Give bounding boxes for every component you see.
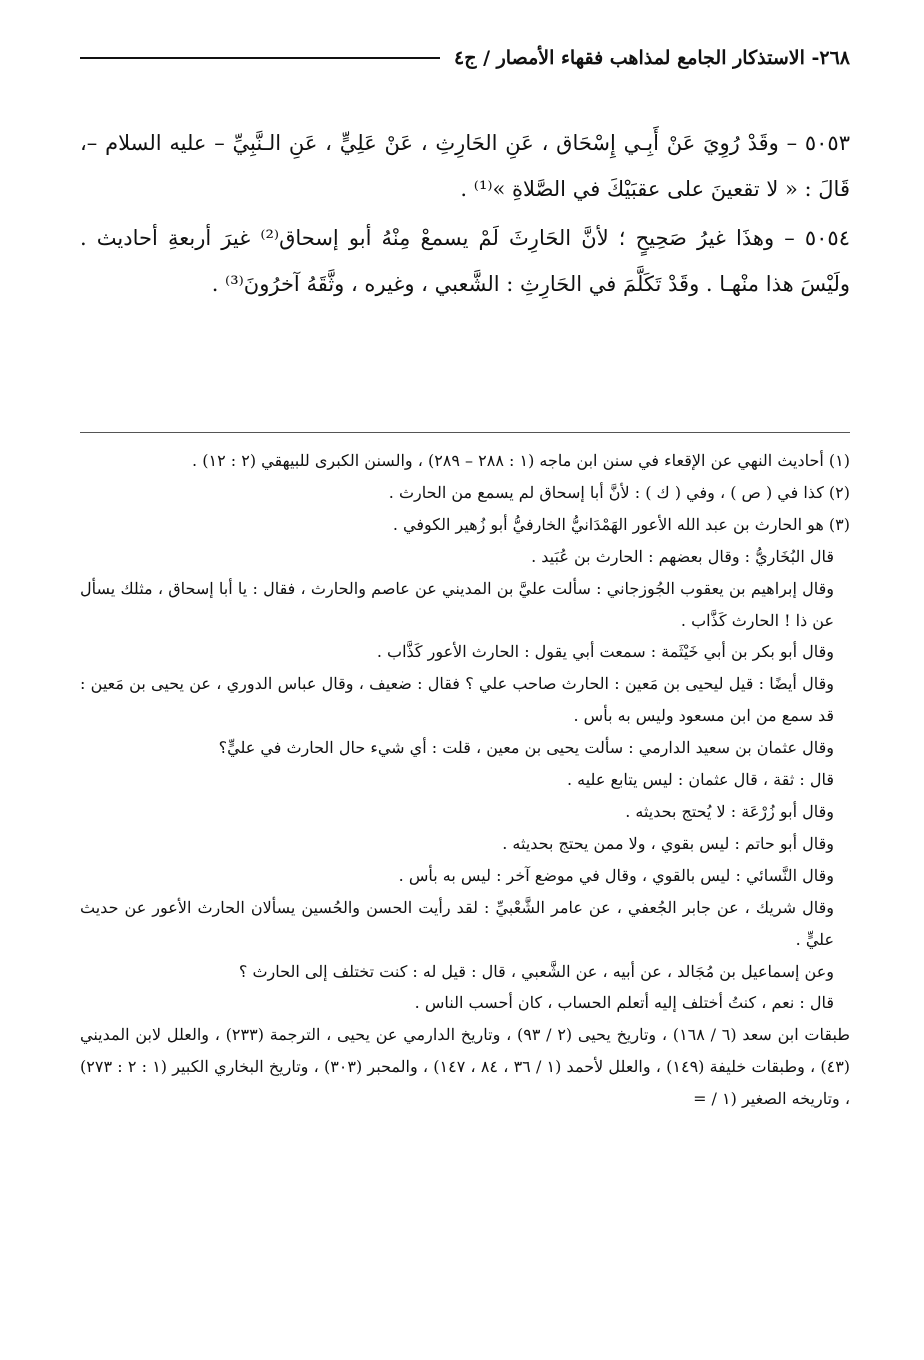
footnote-line: قال : ثقة ، قال عثمان : ليس يتابع عليه . [566,770,834,790]
footnote-line: وقال أبو حاتم : ليس بقوي ، ولا ممن يحتج بحديثه . [502,833,834,853]
footnote-line: (٢) كذا في ( ص ) ، وفي ( ك ) : لأنَّ أبا إسحاق لم يسمع من الحارث . [388,482,850,502]
footnote-line: (٣) هو الحارث بن عبد الله الأعور الهَمْدَانيُّ الخارفيُّ أبو زُهير الكوفي . [392,514,850,534]
main-text [80,120,850,310]
footnote-line: وقال عثمان بن سعيد الدارمي : سألت يحيى بن معين ، قلت : أي شيء حال الحارث في عليٍّ؟ [218,738,834,758]
footnote-line: وقال شريك ، عن جابر الجُعفي ، عن عامر الشَّعْبيِّ : لقد رأيت الحسن والحُسين يسألان الحارث الأعور عن حديث عليٍّ . [80,897,835,949]
header-rule [80,57,440,59]
footnote-line: وقال أبو زُرْعَة : لا يُحتج بحديثه . [625,801,834,821]
footnote-line: وقال أيضًا : قيل ليحيى بن مَعين : الحارث صاحب علي ؟ فقال : ضعيف ، وقال عباس الدوري ، عن يحيى بن مَعين : قد سمع من ابن مسعود وليس به بأس . [80,674,834,726]
paragraph-5054: ٥٠٥٤ – وهذَا غيرُ صَحِيحٍ ؛ لأنَّ الحَارِثَ لَمْ يسمعْ مِنْهُ أبو إسحاق⁽²⁾ غيرَ أربعةِ أحاديث . ولَيْسَ هذا منْهـا . وقَدْ تَكَلَّمَ في الحَارِثِ : الشَّعبي ، وغيره ، وثَّقَهُ آخرُونَ⁽³⁾ . [80,226,850,296]
footnote-line: وقال أبو بكر بن أبي خَيْثَمة : سمعت أبي يقول : الحارث الأعور كَذَّاب . [376,642,834,662]
paragraph-5053: ٥٠٥٣ – وقَدْ رُوِيَ عَنْ أَبِـي إِسْحَاق ، عَنِ الحَارِثِ ، عَنْ عَلِيٍّ ، عَنِ الـنَّبِيِّ – عليه السلام –، قَالَ : « لا تقعينَ على عقبَيْكَ في الصَّلاةِ »⁽¹⁾ . [80,131,850,201]
footnote-divider [80,432,850,433]
page-title: ٢٦٨- الاستذكار الجامع لمذاهب فقهاء الأمصار / ج٤ [453,47,850,69]
running-header [80,36,850,80]
footnote-line: قال البُخَاريُّ : وقال بعضهم : الحارث بن عُبَيد . [531,546,834,566]
footnote-line: طبقات ابن سعد (٦ / ١٦٨) ، وتاريخ يحيى (٢ / ٩٣) ، وتاريخ الدارمي عن يحيى ، الترجمة (٢٣٣) ، والعلل لابن المديني (٤٣) ، وطبقات خليفة (١٤٩) ، والعلل لأحمد (١ / ٣٦ ، ٨٤ ، ١٤٧) ، والمحبر (٣٠٣) ، وتاريخ البخاري الكبير (١ : ٢ : ٢٧٣) ، وتاريخه الصغير (١ / = [80,1025,851,1109]
footnote-line: قال : نعم ، كنتُ أختلف إليه أتعلم الحساب ، كان أحسب الناس . [414,993,834,1013]
footnotes [80,445,850,1115]
footnote-line: وعن إسماعيل بن مُجَالد ، عن أبيه ، عن الشَّعبي ، قال : قيل له : كنت تختلف إلى الحارث ؟ [238,961,834,981]
footnote-line: (١) أحاديث النهي عن الإقعاء في سنن ابن ماجه (١ : ٢٨٨ – ٢٨٩) ، والسنن الكبرى للبيهقي (٢ : ١٢) . [192,451,850,470]
footnote-line: وقال إبراهيم بن يعقوب الجُوزجاني : سألت عليَّ بن المديني عن عاصم والحارث ، فقال : يا أبا إسحاق ، مثلك يسأل عن ذا ! الحارث كَذَّاب . [80,578,834,630]
footnote-line: وقال النَّسائي : ليس بالقوي ، وقال في موضع آخر : ليس به بأس . [398,865,834,885]
